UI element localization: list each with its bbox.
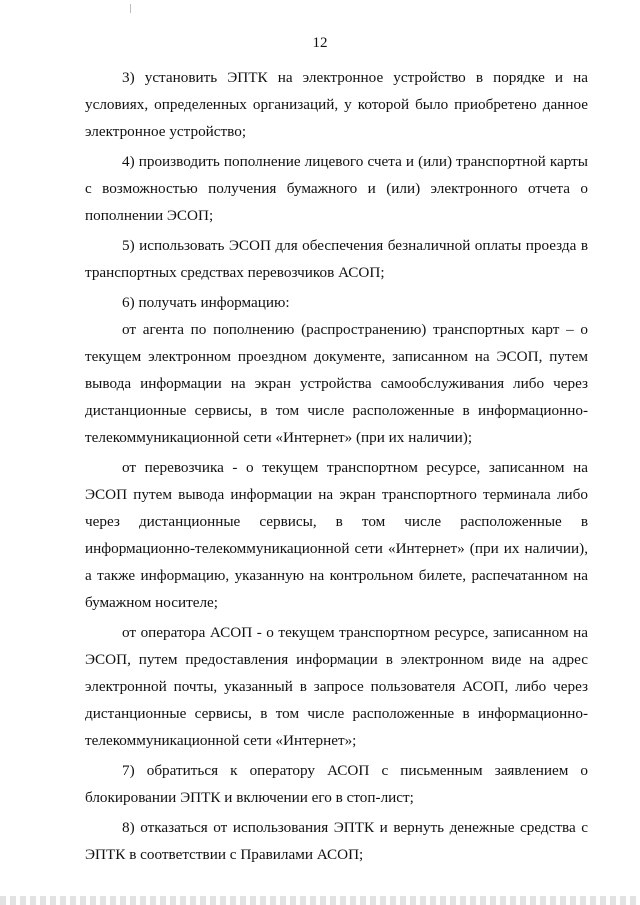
paragraph-item-4: 4) производить пополнение лицевого счета и (или) транспортной карты с возможностью получения бумажного и (или) электронного отчета о пополнении ЭСОП;: [85, 153, 588, 224]
paragraph-agent-info: от агента по пополнению (распространению) транспортных карт – о текущем электронном проездном документе, записанном на ЭСОП, путем вывода информации на экран устройства самообслуживания либо через дистанционные сервисы, в том числе расположенные в информационно-телекоммуникационной сети «Интернет» (при их наличии);: [85, 321, 588, 446]
paragraph-item-7: 7) обратиться к оператору АСОП с письменным заявлением о блокировании ЭПТК и включении его в стоп-лист;: [85, 762, 588, 806]
paragraph-item-8: 8) отказаться от использования ЭПТК и вернуть денежные средства с ЭПТК в соответствии с Правилами АСОП;: [85, 819, 588, 863]
page-number: 12: [312, 35, 328, 51]
paragraph-item-5: 5) использовать ЭСОП для обеспечения безналичной оплаты проезда в транспортных средствах перевозчиков АСОП;: [85, 237, 588, 281]
paragraph-operator-info: от оператора АСОП - о текущем транспортном ресурсе, записанном на ЭСОП, путем предоставления информации в электронном виде на адрес электронной почты, указанный в запросе пользователя АСОП, либо через дистанционные сервисы, в том числе расположенные в информационно-телекоммуникационной сети «Интернет»;: [85, 624, 588, 749]
scan-bottom-edge: [0, 896, 640, 905]
paragraph-carrier-info: от перевозчика - о текущем транспортном ресурсе, записанном на ЭСОП путем вывода информации на экран транспортного терминала либо через дистанционные сервисы, в том числе расположенные в информационно-телекоммуникационной сети «Интернет» (при их наличии), а также информацию, указанную на контрольном билете, распечатанном на бумажном носителе;: [85, 459, 588, 611]
scan-edge-mark: [130, 4, 131, 13]
paragraph-item-6: 6) получать информацию:: [122, 294, 290, 311]
document-body: [85, 64, 588, 871]
paragraph-item-3: 3) установить ЭПТК на электронное устройство в порядке и на условиях, определенных организаций, у которой было приобретено данное электронное устройство;: [85, 69, 588, 140]
